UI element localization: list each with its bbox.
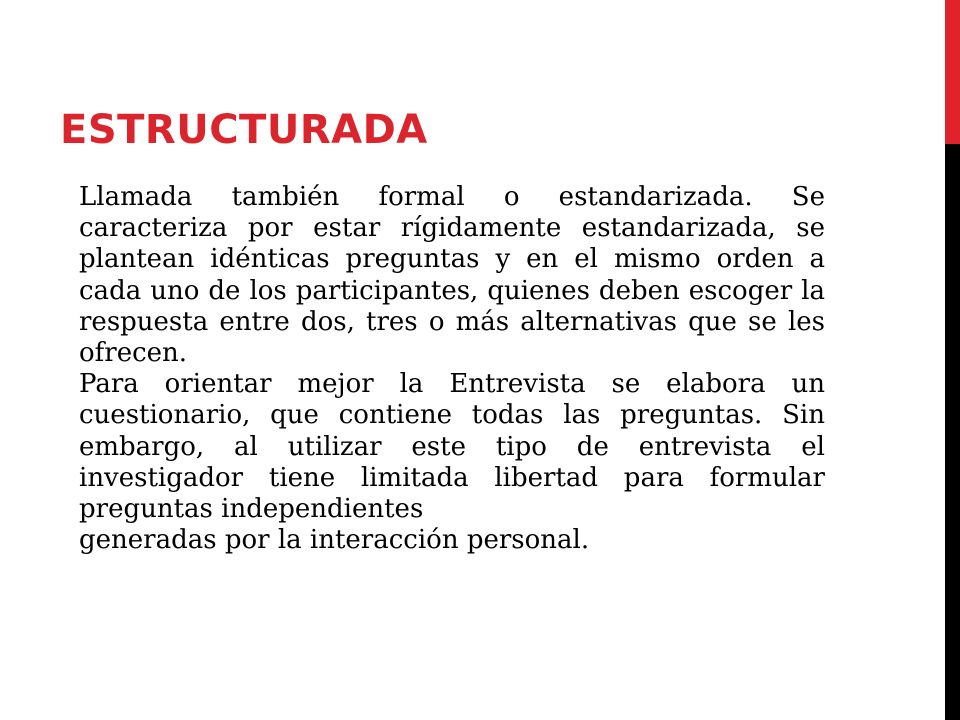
- slide-title: ESTRUCTURADA: [60, 107, 428, 153]
- body-paragraph-2-text: Para orientar mejor la Entrevista se elabora un cuestionario, que contiene todas las preguntas. Sin embargo, al utilizar este tipo de entrevista el investigador tiene limitada libertad para formular preguntas independientes: [79, 369, 825, 525]
- body-paragraph-2: [79, 369, 825, 556]
- body-paragraph-2-tail: generadas por la interacción personal.: [79, 525, 590, 556]
- body-paragraph-1: Llamada también formal o estandarizada. Se caracteriza por estar rígidamente estandarizada, se plantean idénticas preguntas y en el mismo orden a cada uno de los participantes, quienes deben escoger la respuesta entre dos, tres o más alternativas que se les ofrecen.: [79, 182, 825, 369]
- slide-body: [79, 182, 825, 556]
- side-accent-bar-black: [945, 144, 960, 720]
- side-accent-bar-red: [945, 0, 960, 144]
